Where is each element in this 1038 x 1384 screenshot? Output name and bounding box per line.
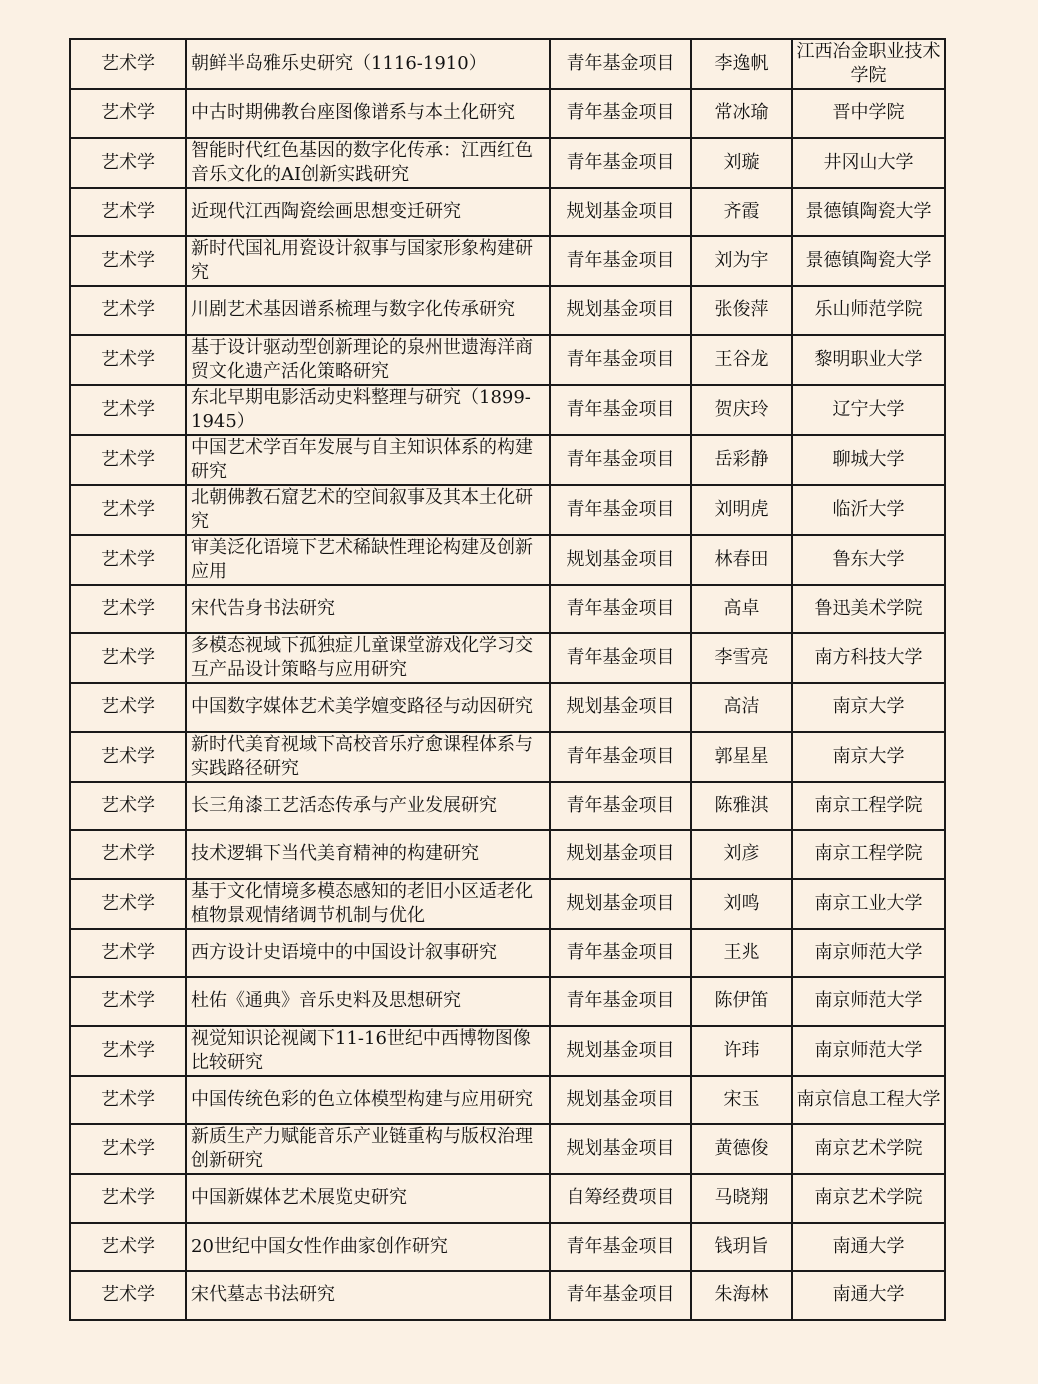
discipline-cell: 艺术学 — [70, 585, 186, 634]
project-type-cell: 自筹经费项目 — [550, 1174, 691, 1223]
project-title-cell: 宋代告身书法研究 — [186, 585, 550, 634]
discipline-cell: 艺术学 — [70, 335, 186, 385]
discipline-cell: 艺术学 — [70, 39, 186, 89]
table-row — [70, 830, 945, 879]
institution-cell: 南方科技大学 — [792, 633, 945, 683]
institution-cell: 南通大学 — [792, 1223, 945, 1272]
table-row — [70, 1076, 945, 1125]
table-row — [70, 485, 945, 535]
institution-cell: 南京大学 — [792, 683, 945, 732]
project-title-cell: 审美泛化语境下艺术稀缺性理论构建及创新应用 — [186, 535, 550, 585]
principal-investigator-cell: 林春田 — [691, 535, 792, 585]
project-title-cell: 新时代美育视域下高校音乐疗愈课程体系与实践路径研究 — [186, 732, 550, 782]
discipline-cell: 艺术学 — [70, 1223, 186, 1272]
principal-investigator-cell: 刘为宇 — [691, 236, 792, 286]
project-type-cell: 规划基金项目 — [550, 286, 691, 335]
project-title-cell: 北朝佛教石窟艺术的空间叙事及其本土化研究 — [186, 485, 550, 535]
table-row — [70, 929, 945, 978]
project-title-cell: 视觉知识论视阈下11-16世纪中西博物图像比较研究 — [186, 1026, 550, 1076]
institution-cell: 南通大学 — [792, 1271, 945, 1320]
table-row — [70, 286, 945, 335]
institution-cell: 南京师范大学 — [792, 929, 945, 978]
table-row — [70, 585, 945, 634]
table-row — [70, 188, 945, 237]
principal-investigator-cell: 刘鸣 — [691, 879, 792, 929]
discipline-cell: 艺术学 — [70, 830, 186, 879]
project-type-cell: 规划基金项目 — [550, 1076, 691, 1125]
institution-cell: 井冈山大学 — [792, 138, 945, 188]
project-type-cell: 青年基金项目 — [550, 39, 691, 89]
discipline-cell: 艺术学 — [70, 89, 186, 138]
discipline-cell: 艺术学 — [70, 485, 186, 535]
project-title-cell: 技术逻辑下当代美育精神的构建研究 — [186, 830, 550, 879]
table-row — [70, 732, 945, 782]
institution-cell: 南京师范大学 — [792, 977, 945, 1026]
project-title-cell: 20世纪中国女性作曲家创作研究 — [186, 1223, 550, 1272]
project-title-cell: 近现代江西陶瓷绘画思想变迁研究 — [186, 188, 550, 237]
principal-investigator-cell: 郭星星 — [691, 732, 792, 782]
table-row — [70, 1223, 945, 1272]
institution-cell: 南京艺术学院 — [792, 1124, 945, 1174]
institution-cell: 乐山师范学院 — [792, 286, 945, 335]
table-row — [70, 633, 945, 683]
principal-investigator-cell: 李雪亮 — [691, 633, 792, 683]
principal-investigator-cell: 宋玉 — [691, 1076, 792, 1125]
principal-investigator-cell: 陈雅淇 — [691, 782, 792, 831]
discipline-cell: 艺术学 — [70, 1026, 186, 1076]
table-row — [70, 138, 945, 188]
discipline-cell: 艺术学 — [70, 683, 186, 732]
table-row — [70, 39, 945, 89]
principal-investigator-cell: 王兆 — [691, 929, 792, 978]
table-row — [70, 977, 945, 1026]
table-row — [70, 1124, 945, 1174]
principal-investigator-cell: 常冰瑜 — [691, 89, 792, 138]
institution-cell: 临沂大学 — [792, 485, 945, 535]
principal-investigator-cell: 张俊萍 — [691, 286, 792, 335]
discipline-cell: 艺术学 — [70, 929, 186, 978]
principal-investigator-cell: 钱玥旨 — [691, 1223, 792, 1272]
project-type-cell: 青年基金项目 — [550, 435, 691, 485]
project-title-cell: 宋代墓志书法研究 — [186, 1271, 550, 1320]
discipline-cell: 艺术学 — [70, 732, 186, 782]
project-type-cell: 青年基金项目 — [550, 485, 691, 535]
discipline-cell: 艺术学 — [70, 1271, 186, 1320]
table-row — [70, 89, 945, 138]
principal-investigator-cell: 陈伊笛 — [691, 977, 792, 1026]
project-title-cell: 多模态视域下孤独症儿童课堂游戏化学习交互产品设计策略与应用研究 — [186, 633, 550, 683]
project-title-cell: 基于文化情境多模态感知的老旧小区适老化植物景观情绪调节机制与优化 — [186, 879, 550, 929]
discipline-cell: 艺术学 — [70, 535, 186, 585]
discipline-cell: 艺术学 — [70, 138, 186, 188]
project-title-cell: 东北早期电影活动史料整理与研究（1899-1945） — [186, 385, 550, 435]
principal-investigator-cell: 朱海林 — [691, 1271, 792, 1320]
project-title-cell: 中国新媒体艺术展览史研究 — [186, 1174, 550, 1223]
institution-cell: 江西冶金职业技术学院 — [792, 39, 945, 89]
project-list-body — [70, 39, 945, 1320]
project-title-cell: 中国传统色彩的色立体模型构建与应用研究 — [186, 1076, 550, 1125]
project-type-cell: 青年基金项目 — [550, 585, 691, 634]
institution-cell: 景德镇陶瓷大学 — [792, 236, 945, 286]
project-type-cell: 青年基金项目 — [550, 633, 691, 683]
principal-investigator-cell: 贺庆玲 — [691, 385, 792, 435]
discipline-cell: 艺术学 — [70, 977, 186, 1026]
project-type-cell: 青年基金项目 — [550, 335, 691, 385]
principal-investigator-cell: 高洁 — [691, 683, 792, 732]
principal-investigator-cell: 刘璇 — [691, 138, 792, 188]
project-title-cell: 朝鲜半岛雅乐史研究（1116-1910） — [186, 39, 550, 89]
project-type-cell: 规划基金项目 — [550, 188, 691, 237]
project-list-table-container — [69, 38, 946, 1321]
table-row — [70, 1174, 945, 1223]
discipline-cell: 艺术学 — [70, 879, 186, 929]
table-row — [70, 1271, 945, 1320]
institution-cell: 聊城大学 — [792, 435, 945, 485]
project-type-cell: 规划基金项目 — [550, 1124, 691, 1174]
table-row — [70, 435, 945, 485]
institution-cell: 南京艺术学院 — [792, 1174, 945, 1223]
project-list-table — [69, 38, 946, 1321]
project-title-cell: 西方设计史语境中的中国设计叙事研究 — [186, 929, 550, 978]
discipline-cell: 艺术学 — [70, 1124, 186, 1174]
project-type-cell: 青年基金项目 — [550, 732, 691, 782]
table-row — [70, 1026, 945, 1076]
table-row — [70, 683, 945, 732]
project-type-cell: 规划基金项目 — [550, 830, 691, 879]
project-type-cell: 青年基金项目 — [550, 385, 691, 435]
table-row — [70, 236, 945, 286]
institution-cell: 南京工程学院 — [792, 830, 945, 879]
project-type-cell: 青年基金项目 — [550, 236, 691, 286]
discipline-cell: 艺术学 — [70, 236, 186, 286]
institution-cell: 南京工程学院 — [792, 782, 945, 831]
project-title-cell: 中国艺术学百年发展与自主知识体系的构建研究 — [186, 435, 550, 485]
project-type-cell: 规划基金项目 — [550, 535, 691, 585]
discipline-cell: 艺术学 — [70, 286, 186, 335]
project-type-cell: 规划基金项目 — [550, 683, 691, 732]
principal-investigator-cell: 马晓翔 — [691, 1174, 792, 1223]
principal-investigator-cell: 刘彦 — [691, 830, 792, 879]
project-type-cell: 规划基金项目 — [550, 1026, 691, 1076]
project-title-cell: 中古时期佛教台座图像谱系与本土化研究 — [186, 89, 550, 138]
project-type-cell: 青年基金项目 — [550, 977, 691, 1026]
discipline-cell: 艺术学 — [70, 633, 186, 683]
project-title-cell: 中国数字媒体艺术美学嬗变路径与动因研究 — [186, 683, 550, 732]
table-row — [70, 782, 945, 831]
project-type-cell: 青年基金项目 — [550, 89, 691, 138]
principal-investigator-cell: 王谷龙 — [691, 335, 792, 385]
principal-investigator-cell: 刘明虎 — [691, 485, 792, 535]
discipline-cell: 艺术学 — [70, 188, 186, 237]
discipline-cell: 艺术学 — [70, 1174, 186, 1223]
institution-cell: 南京师范大学 — [792, 1026, 945, 1076]
principal-investigator-cell: 岳彩静 — [691, 435, 792, 485]
institution-cell: 辽宁大学 — [792, 385, 945, 435]
project-type-cell: 青年基金项目 — [550, 929, 691, 978]
project-title-cell: 长三角漆工艺活态传承与产业发展研究 — [186, 782, 550, 831]
project-type-cell: 规划基金项目 — [550, 879, 691, 929]
discipline-cell: 艺术学 — [70, 1076, 186, 1125]
project-type-cell: 青年基金项目 — [550, 1271, 691, 1320]
institution-cell: 鲁迅美术学院 — [792, 585, 945, 634]
discipline-cell: 艺术学 — [70, 435, 186, 485]
project-title-cell: 杜佑《通典》音乐史料及思想研究 — [186, 977, 550, 1026]
principal-investigator-cell: 黄德俊 — [691, 1124, 792, 1174]
table-row — [70, 879, 945, 929]
institution-cell: 景德镇陶瓷大学 — [792, 188, 945, 237]
institution-cell: 南京信息工程大学 — [792, 1076, 945, 1125]
project-type-cell: 青年基金项目 — [550, 138, 691, 188]
project-type-cell: 青年基金项目 — [550, 782, 691, 831]
table-row — [70, 535, 945, 585]
project-title-cell: 川剧艺术基因谱系梳理与数字化传承研究 — [186, 286, 550, 335]
discipline-cell: 艺术学 — [70, 782, 186, 831]
principal-investigator-cell: 高卓 — [691, 585, 792, 634]
project-title-cell: 智能时代红色基因的数字化传承：江西红色音乐文化的AI创新实践研究 — [186, 138, 550, 188]
principal-investigator-cell: 许玮 — [691, 1026, 792, 1076]
table-row — [70, 385, 945, 435]
institution-cell: 黎明职业大学 — [792, 335, 945, 385]
principal-investigator-cell: 李逸帆 — [691, 39, 792, 89]
principal-investigator-cell: 齐霞 — [691, 188, 792, 237]
project-title-cell: 新时代国礼用瓷设计叙事与国家形象构建研究 — [186, 236, 550, 286]
project-type-cell: 青年基金项目 — [550, 1223, 691, 1272]
discipline-cell: 艺术学 — [70, 385, 186, 435]
table-row — [70, 335, 945, 385]
project-title-cell: 新质生产力赋能音乐产业链重构与版权治理创新研究 — [186, 1124, 550, 1174]
institution-cell: 南京大学 — [792, 732, 945, 782]
institution-cell: 南京工业大学 — [792, 879, 945, 929]
institution-cell: 晋中学院 — [792, 89, 945, 138]
project-title-cell: 基于设计驱动型创新理论的泉州世遗海洋商贸文化遗产活化策略研究 — [186, 335, 550, 385]
institution-cell: 鲁东大学 — [792, 535, 945, 585]
